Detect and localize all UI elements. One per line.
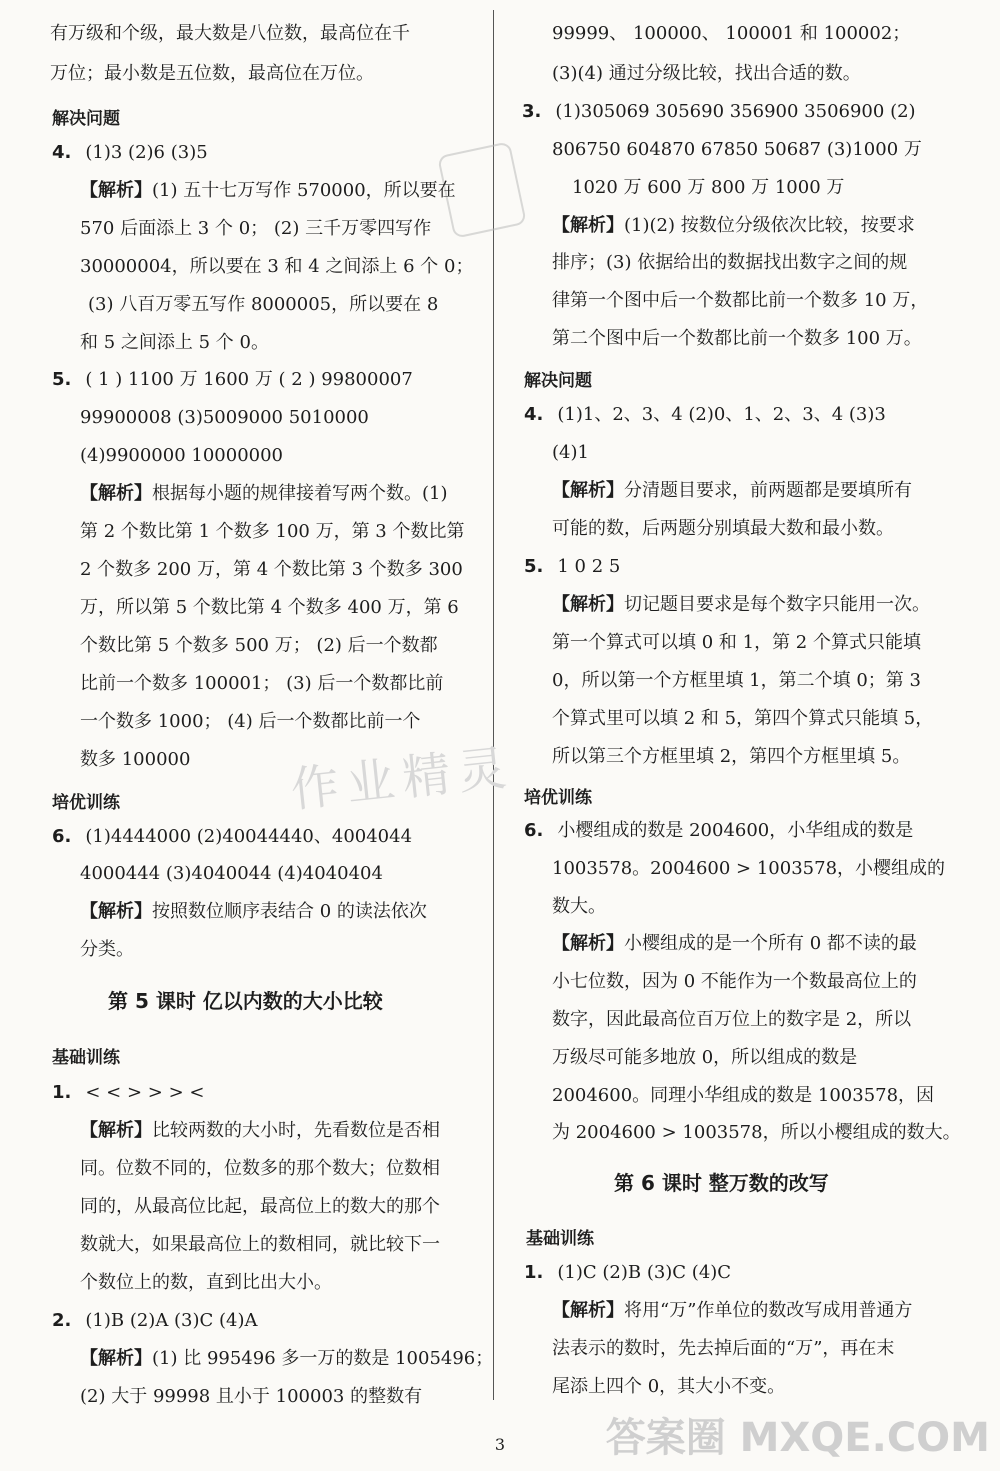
text-line [80,1195,440,1219]
line-text: (1)4444000 (2)40044440、4004044 [85,826,413,847]
question-number: 4. [524,404,544,425]
text-line [80,1385,422,1409]
line-text: (1)3 (2)6 (3)5 [85,142,208,163]
line-text: 万位；最小数是五位数，最高位在万位。 [50,63,374,84]
question-number: 6. [52,826,72,847]
text-line [524,1261,731,1285]
text-line [552,707,933,731]
text-line [80,179,456,203]
line-text: 基础训练 [52,1048,120,1068]
text-line [522,100,916,124]
line-text: 培优训练 [52,793,120,813]
line-text: 806750 604870 67850 50687 (3)1000 万 [552,139,922,160]
line-text: 万级尽可能多地放 0，所以组成的数是 [552,1047,858,1068]
text-line [552,1008,911,1032]
line-text: 所以第三个方框里填 2，第四个方框里填 5。 [552,746,911,767]
question-number: 1. [52,1082,72,1103]
text-line [50,62,374,86]
text-line [80,217,431,241]
text-line [552,745,910,769]
text-line [552,22,910,46]
watermark: 作业精灵 [288,739,517,819]
line-text: 有万级和个级，最大数是八位数，最高位在千 [50,23,410,44]
line-text: < < > > > < [85,1082,205,1103]
line-text: 99999、 100000、 100001 和 100002； [552,23,911,44]
line-text: 小七位数，因为 0 不能作为一个数最高位上的 [552,971,917,992]
line-text: (3)(4) 通过分级比较，找出合适的数。 [552,63,861,84]
line-text: 培优训练 [524,788,592,808]
question-number: 3. [522,101,542,122]
question-number: 2. [52,1310,72,1331]
text-line [80,862,383,886]
text-line [52,1309,258,1333]
lesson-title [614,1167,829,1196]
line-text: 4000444 (3)4040044 (4)4040404 [80,863,383,884]
text-line [80,1271,332,1295]
text-line [552,669,921,693]
text-line [80,1233,440,1257]
line-text: (1)B (2)A (3)C (4)A [85,1310,258,1331]
text-line [552,517,894,541]
text-line [80,482,448,506]
text-line [80,520,465,544]
line-text: 第 6 课时 整万数的改写 [614,1171,829,1195]
line-text: 个数位上的数，直到比出大小。 [80,1272,332,1293]
text-line [552,479,912,503]
line-text: 和 5 之间添上 5 个 0。 [80,332,269,353]
line-text: (1)305069 305690 356900 3506900 (2) [555,101,916,122]
text-line [552,1375,785,1399]
text-line [552,932,917,956]
corner-logo: 答案圈 MXQE.COM [605,1415,990,1461]
analysis-tag: 【解析】 [552,215,624,236]
line-text: 律第一个图中后一个数都比前一个数多 10 万， [552,290,929,311]
section-heading [524,366,592,391]
line-text: 按照数位顺序表结合 0 的读法依次 [152,901,427,922]
text-line [80,1347,493,1371]
lesson-title [108,985,383,1014]
question-number: 6. [524,820,544,841]
line-text: (1)C (2)B (3)C (4)C [557,1262,732,1283]
text-line [50,22,410,46]
analysis-tag: 【解析】 [80,180,152,201]
line-text: 将用“万”作单位的数改写成用普通方 [624,1300,913,1321]
section-heading [52,104,120,129]
analysis-tag: 【解析】 [80,1120,152,1141]
line-text: 切记题目要求是每个数字只能用一次。 [624,594,930,615]
line-text: ( 1 ) 1100 万 1600 万 ( 2 ) 99800007 [85,369,413,390]
line-text: 万，所以第 5 个数比第 4 个数多 400 万，第 6 [80,597,459,618]
text-line [552,970,917,994]
line-text: 0，所以第一个方框里填 1，第二个填 0；第 3 [552,670,921,691]
line-text: 根据每小题的规律接着写两个数。(1) [152,483,448,504]
line-text: 个数比第 5 个数多 500 万； (2) 后一个数都 [80,635,438,656]
text-line [524,403,886,427]
text-line [80,900,427,924]
section-heading [526,1224,594,1249]
analysis-tag: 【解析】 [552,1300,624,1321]
text-line [80,255,473,279]
line-text: (1)(2) 按数位分级依次比较，按要求 [624,215,915,236]
line-text: (3) 八百万零五写作 8000005，所以要在 8 [88,294,439,315]
line-text: 解决问题 [52,109,120,129]
text-line [88,293,438,317]
text-line [552,857,945,881]
text-line [552,289,928,313]
line-text: 1020 万 600 万 800 万 1000 万 [572,177,845,198]
line-text: 同的，从最高位比起，最高位上的数大的那个 [80,1196,440,1217]
line-text: 数就大，如果最高位上的数相同，就比较下一 [80,1234,440,1255]
line-text: 99900008 (3)5009000 5010000 [80,407,369,428]
text-line [52,141,208,165]
line-text: 个算式里可以填 2 和 5，第四个算式只能填 5， [552,708,934,729]
line-text: 可能的数，后两题分别填最大数和最小数。 [552,518,894,539]
line-text: 数字，因此最高位百万位上的数字是 2，所以 [552,1009,912,1030]
line-text: 第 5 课时 亿以内数的大小比较 [108,989,383,1013]
text-line [552,62,861,86]
line-text: 为 2004600 > 1003578，所以小樱组成的数大。 [552,1122,961,1143]
question-number: 4. [52,142,72,163]
text-line [80,406,369,430]
text-line [80,1119,440,1143]
text-line [552,593,930,617]
line-text: 第一个算式可以填 0 和 1，第 2 个算式只能填 [552,632,921,653]
line-text: 1003578。2004600 > 1003578，小樱组成的 [552,858,946,879]
text-line [80,710,420,734]
line-text: 2004600。同理小华组成的数是 1003578，因 [552,1085,935,1106]
line-text: 同。位数不同的，位数多的那个数大；位数相 [80,1158,440,1179]
line-text: 一个数多 1000； (4) 后一个数都比前一个 [80,711,421,732]
text-line [52,825,412,849]
line-text: (2) 大于 99998 且小于 100003 的整数有 [80,1386,423,1407]
question-number: 5. [524,556,544,577]
line-text: 30000004，所以要在 3 和 4 之间添上 6 个 0； [80,256,474,277]
line-text: 1 0 2 5 [557,556,621,577]
analysis-tag: 【解析】 [80,1348,152,1369]
text-line [80,634,438,658]
text-line [572,176,844,200]
section-heading [524,783,592,808]
text-line [524,555,620,579]
section-heading [52,788,120,813]
line-text: (1) 五十七万写作 570000，所以要在 [152,180,456,201]
line-text: 比前一个数多 100001； (3) 后一个数都比前 [80,673,444,694]
text-line [80,596,459,620]
text-line [552,251,907,275]
text-line [80,331,269,355]
text-line [80,558,463,582]
line-text: (4)9900000 10000000 [80,445,284,466]
question-number: 1. [524,1262,544,1283]
line-text: 570 后面添上 3 个 0； (2) 三千万零四写作 [80,218,432,239]
analysis-tag: 【解析】 [552,480,624,501]
text-line [552,1046,857,1070]
line-text: (1) 比 995496 多一万的数是 1005496； [152,1348,494,1369]
line-text: (1)1、2、3、4 (2)0、1、2、3、4 (3)3 [557,404,886,425]
analysis-tag: 【解析】 [552,933,624,954]
page-number: 3 [494,1435,506,1454]
line-text: 分类。 [80,939,134,960]
text-line [552,1337,894,1361]
text-line [552,1084,934,1108]
line-text: 小樱组成的是一个所有 0 都不读的最 [624,933,917,954]
text-line [552,1121,961,1145]
text-line [552,631,921,655]
analysis-tag: 【解析】 [552,594,624,615]
text-line [552,895,606,919]
text-line [80,444,283,468]
line-text: 数多 100000 [80,749,191,770]
line-text: 2 个数多 200 万，第 4 个数比第 3 个数多 300 [80,559,463,580]
line-text: 基础训练 [526,1229,594,1249]
text-line [552,441,589,465]
analysis-tag: 【解析】 [80,901,152,922]
line-text: 比较两数的大小时，先看数位是否相 [152,1120,440,1141]
question-number: 5. [52,369,72,390]
text-line [552,1299,912,1323]
text-line [52,368,413,392]
line-text: 解决问题 [524,371,592,391]
line-text: 排序；(3) 依据给出的数据找出数字之间的规 [552,252,908,273]
line-text: (4)1 [552,442,589,463]
line-text: 法表示的数时，先去掉后面的“万”，再在末 [552,1338,895,1359]
section-heading [52,1043,120,1068]
line-text: 数大。 [552,896,606,917]
text-line [80,1157,440,1181]
text-line [80,938,134,962]
line-text: 小樱组成的数是 2004600，小华组成的数是 [557,820,914,841]
text-line [80,672,443,696]
text-line [52,1081,204,1105]
text-line [552,138,922,162]
line-text: 分清题目要求，前两题都是要填所有 [624,480,912,501]
text-line [552,214,915,238]
line-text: 第二个图中后一个数都比前一个数多 100 万。 [552,328,922,349]
text-line [552,327,922,351]
line-text: 第 2 个数比第 1 个数多 100 万，第 3 个数比第 [80,521,465,542]
text-line [524,819,913,843]
line-text: 尾添上四个 0，其大小不变。 [552,1376,786,1397]
text-line [80,748,190,772]
analysis-tag: 【解析】 [80,483,152,504]
